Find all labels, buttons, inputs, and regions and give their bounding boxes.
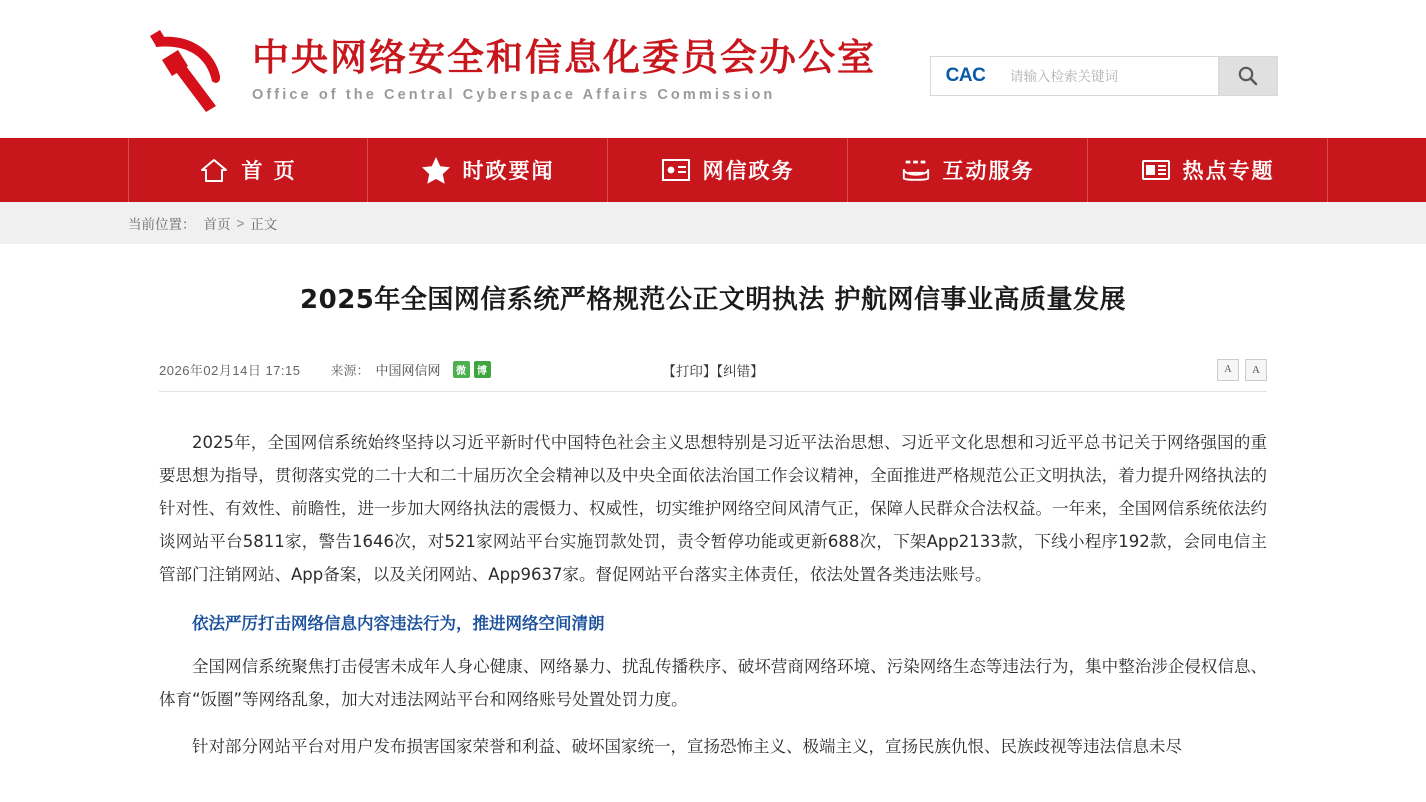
breadcrumb xyxy=(0,202,1426,244)
breadcrumb-item-home[interactable]: 首页 xyxy=(203,217,231,232)
search-input[interactable] xyxy=(1000,56,1218,96)
nav-label-affairs: 网信政务 xyxy=(702,159,795,183)
nav-item-topics[interactable] xyxy=(1088,138,1328,202)
font-increase-button[interactable]: A xyxy=(1245,359,1267,381)
site-header xyxy=(0,0,1426,138)
party-emblem-icon xyxy=(140,26,236,112)
font-size-controls xyxy=(1217,359,1267,381)
search-icon xyxy=(1236,64,1260,88)
nav-label-news: 时政要闻 xyxy=(462,159,555,183)
page-content xyxy=(0,244,1426,763)
star-icon xyxy=(421,156,451,184)
article-subheading: 依法严厉打击网络信息内容违法行为，推进网络空间清朗 xyxy=(192,614,605,634)
breadcrumb-separator: > xyxy=(236,215,245,231)
article-paragraph: 全国网信系统聚焦打击侵害未成年人身心健康、网络暴力、扰乱传播秩序、破坏营商网络环境、污染网络生态等违法行为，集中整治涉企侵权信息、体育“饭圈”等网络乱象，加大对违法网站平台和网络账号处置处罚力度。 xyxy=(159,657,1267,710)
source-label: 来源： xyxy=(330,363,370,379)
source-name: 中国网信网 xyxy=(375,363,441,379)
article-meta xyxy=(159,348,1267,392)
page-title: 2025年全国网信系统严格规范公正文明执法 护航网信事业高质量发展 xyxy=(300,285,1126,315)
handshake-icon xyxy=(901,156,931,184)
cac-logo-text: CAC xyxy=(945,65,986,86)
font-decrease-button[interactable]: A xyxy=(1217,359,1239,381)
nav-label-home: 首 页 xyxy=(241,159,297,183)
nav-label-topics: 热点专题 xyxy=(1182,159,1275,183)
logo-title-en: Office of the Central Cyberspace Affairs Commission xyxy=(252,86,776,103)
cac-logo-icon xyxy=(930,56,1000,96)
nav-item-news[interactable] xyxy=(368,138,608,202)
article-body xyxy=(159,426,1267,763)
nav-item-home[interactable] xyxy=(128,138,368,202)
article-actions[interactable]: 【打印】【纠错】 xyxy=(662,363,764,379)
share-icons xyxy=(453,361,491,378)
document-icon xyxy=(661,156,691,184)
home-icon xyxy=(199,156,229,184)
breadcrumb-label: 当前位置： xyxy=(128,217,196,232)
search-area xyxy=(930,56,1278,96)
article-paragraph: 针对部分网站平台对用户发布损害国家荣誉和利益、破坏国家统一，宣扬恐怖主义、极端主义，宣扬民族仇恨、民族歧视等违法信息未尽 xyxy=(192,737,1182,757)
search-button[interactable] xyxy=(1218,56,1278,96)
news-icon xyxy=(1141,156,1171,184)
wechat-share-icon[interactable]: 微 xyxy=(453,361,470,378)
nav-item-affairs[interactable] xyxy=(608,138,848,202)
publish-date: 2026年02月14日 17:15 xyxy=(159,363,301,379)
main-navigation xyxy=(0,138,1426,202)
nav-item-services[interactable] xyxy=(848,138,1088,202)
article xyxy=(159,244,1267,763)
article-paragraph: 2025年，全国网信系统始终坚持以习近平新时代中国特色社会主义思想特别是习近平法治思想、习近平文化思想和习近平总书记关于网络强国的重要思想为指导，贯彻落实党的二十大和二十届历次全会精神以及中央全面依法治国工作会议精神，全面推进严格规范公正文明执法，着力提升网络执法的针对性、有效性、前瞻性，进一步加大网络执法的震慑力、权威性，切实维护网络空间风清气正，保障人民群众合法权益。一年来，全国网信系统依法约谈网站平台5811家，警告1646次，对521家网站平台实施罚款处罚，责令暂停功能或更新688次，下架App2133款，下线小程序192款，会同电信主管部门注销网站、App备案，以及关闭网站、App9637家。督促网站平台落实主体责任，依法处置各类违法账号。 xyxy=(159,433,1267,585)
weibo-share-icon[interactable]: 博 xyxy=(474,361,491,378)
breadcrumb-item-current[interactable]: 正文 xyxy=(250,217,278,232)
logo-title-cn: 中央网络安全和信息化委员会办公室 xyxy=(252,36,876,80)
source-block xyxy=(330,360,440,379)
site-logo[interactable] xyxy=(140,26,876,112)
nav-label-services: 互动服务 xyxy=(942,159,1035,183)
